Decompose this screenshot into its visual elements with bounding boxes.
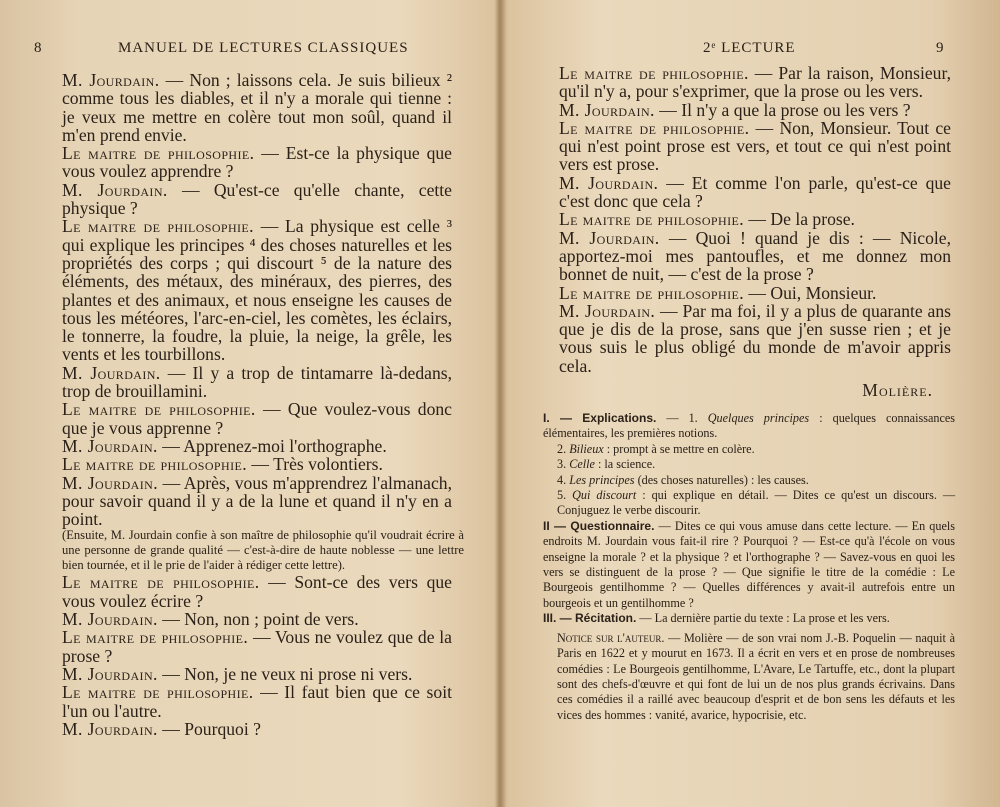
speech-text: — Que voulez-vous donc que je vous apprenne ? xyxy=(62,399,452,438)
questionnaire-text: — Dites ce qui vous amuse dans cette lecture. — En quels endroits M. Jourdain vous fait-il rire ? Pourquoi ? — Est-ce qu'à l'école on vous enseigne la morale ? et la physique ? et l'orthographe ? — Savez-vous en quoi les vers se distinguent de la prose ? — Que signifie le titre de la comédie : Le Bourgeois gentilhomme ? — Quelles différences y avait-il autrefois entre un bourgeois et un gentilhomme ? xyxy=(543,518,955,610)
glossary-definition: (des choses naturelles) : les causes. xyxy=(634,472,809,487)
glossary-item xyxy=(543,488,955,519)
glossary-definition: : prompt à se mettre en colère. xyxy=(603,441,755,456)
section-heading: I. — Explications. xyxy=(543,411,657,425)
speech-text: — Par ma foi, il y a plus de quarante ans que je dis de la prose, sans que j'en susse rien ; et je vous suis le plus obligé du monde de m'avoir appris cela. xyxy=(559,300,951,376)
speech-text: — Non, non ; point de vers. xyxy=(157,609,359,630)
speaker-name: M. Jourdain. xyxy=(559,300,656,321)
glossary-list xyxy=(543,442,955,519)
item-number: 3. xyxy=(557,457,570,472)
dialogue-text xyxy=(559,64,951,399)
speech-text: — Non, je ne veux ni prose ni vers. xyxy=(157,663,413,684)
questionnaire xyxy=(543,519,955,611)
speaker-name: M. Jourdain. xyxy=(62,70,160,90)
glossary-item xyxy=(543,473,955,488)
speaker-name: M. Jourdain. xyxy=(62,663,158,684)
speaker-name: M. Jourdain. xyxy=(62,362,161,383)
speech-text: — Non ; laissons cela. Je suis bilieux ² comme tous les diables, et il n'y a morale qui tienne : je veux me mettre en colère tout mon soûl, quand il m'en prend envie. xyxy=(62,70,452,145)
speaker-name: Le maitre de philosophie. xyxy=(62,627,249,648)
dialogue-line xyxy=(559,229,951,284)
dialogue-line xyxy=(559,284,951,302)
speech-text: — Sont-ce des vers que vous voulez écrire ? xyxy=(62,572,452,611)
speaker-name: M. Jourdain. xyxy=(62,179,168,200)
speaker-name: Le maitre de philosophie. xyxy=(559,63,749,83)
speech-text: — Est-ce la physique que vous voulez apprendre ? xyxy=(62,143,452,182)
speaker-name: Le maitre de philosophie. xyxy=(559,209,745,230)
running-title: MANUEL DE LECTURES CLASSIQUES xyxy=(118,40,409,56)
notice-text: — Molière — de son vrai nom J.-B. Poquelin — naquit à Paris en 1622 et y mourut en 1673. Il a écrit en vers et en prose de nombreuses comédies : Le Bourgeois gentilhomme, L'Avare, Le Tartuffe, etc., dont la plupart sont des chefs-d'œuvre et qui font de lui un de nos plus grands écrivains. Dans ces comédies il a raillé avec beaucoup d'esprit et de bon sens les défauts et les vices des hommes : vanité, avarice, hypocrisie, etc. xyxy=(557,630,955,722)
recitation-text: — La dernière partie du texte : La prose et les vers. xyxy=(636,611,890,626)
dialogue-line xyxy=(559,119,951,174)
speaker-name: Le maitre de philosophie. xyxy=(62,143,255,164)
speech-text: — Il n'y a que la prose ou les vers ? xyxy=(654,99,911,120)
dialogue-line xyxy=(62,573,452,610)
speaker-name: M. Jourdain. xyxy=(559,227,660,248)
commentary-section xyxy=(543,411,955,723)
speech-text: — Il y a trop de tintamarre là-dedans, trop de brouillamini. xyxy=(62,362,452,402)
speech-text: — La physique est celle ³ qui explique les principes ⁴ des choses naturelles et les propriétés des corps ; qui discourt ⁵ de la nature des éléments, des métaux, des minéraux, des pierres, des plantes et des animaux, et nous enseigne les causes de tous les météores, l'arc-en-ciel, les comètes, les éclairs, le tonnerre, la foudre, la pluie, la neige, la grêle, les vents et les tourbillons. xyxy=(62,216,452,365)
right-page xyxy=(503,0,1000,807)
glossary-term: Celle xyxy=(569,457,595,472)
speech-text: — Non, Monsieur. Tout ce qui n'est point prose est vers, et tout ce qui n'est point vers est prose. xyxy=(559,117,951,175)
dialogue-line xyxy=(559,210,951,228)
speaker-name: M. Jourdain. xyxy=(62,435,158,456)
left-page xyxy=(0,0,497,807)
speech-text: — Qu'est-ce qu'elle chante, cette physique ? xyxy=(62,179,452,219)
speech-text: — De la prose. xyxy=(744,209,855,230)
speaker-name: M. Jourdain. xyxy=(62,609,158,630)
dialogue-line xyxy=(559,174,951,211)
speaker-name: Le maitre de philosophie. xyxy=(62,399,256,420)
speaker-name: Le maitre de philosophie. xyxy=(62,682,254,703)
dialogue-line xyxy=(559,302,951,375)
recitation xyxy=(543,611,955,626)
dialogue-line xyxy=(62,455,452,473)
glossary-item xyxy=(543,442,955,457)
glossary-term: Les principes xyxy=(569,472,635,487)
speech-text: — Oui, Monsieur. xyxy=(744,282,877,303)
dialogue-line xyxy=(62,683,452,720)
section-heading: III. — Récitation. xyxy=(543,611,637,626)
dialogue-block-list xyxy=(62,573,452,738)
speaker-name: Le maitre de philosophie. xyxy=(559,282,745,303)
speaker-name: Le maitre de philosophie. xyxy=(559,117,750,138)
dialogue-line xyxy=(62,144,452,181)
speech-text: — Il faut bien que ce soit l'un ou l'autre. xyxy=(62,682,452,721)
stage-note: (Ensuite, M. Jourdain confie à son maître de philosophie qu'il voudrait écrire à une personne de grande qualité — c'est-à-dire de haute noblesse — une lettre bien tournée, et il le prie de l'aider à rédiger cette lettre). xyxy=(62,528,464,573)
running-title: 2ᵉ LECTURE xyxy=(703,40,796,56)
speech-text: — Pourquoi ? xyxy=(157,718,261,739)
dialogue-line xyxy=(62,720,452,738)
dialogue-line xyxy=(62,665,452,683)
author-notice xyxy=(543,631,955,723)
glossary-definition: : la science. xyxy=(594,457,656,472)
item-number: 4. xyxy=(557,472,570,487)
speaker-name: Le maitre de philosophie. xyxy=(62,454,248,475)
page-number: 8 xyxy=(34,40,43,56)
speaker-name: M. Jourdain. xyxy=(559,99,655,120)
speech-text: — Et comme l'on parle, qu'est-ce que c'est donc que cela ? xyxy=(559,172,951,212)
dialogue-line xyxy=(62,400,452,437)
dialogue-line xyxy=(62,217,452,363)
speech-text: — Par la raison, Monsieur, qu'il n'y a, pour s'exprimer, que la prose ou les vers. xyxy=(559,63,951,102)
speaker-name: Le maitre de philosophie. xyxy=(62,572,260,593)
dialogue-line xyxy=(62,474,452,529)
item-number: 5. xyxy=(557,488,573,503)
glossary-item xyxy=(543,457,955,472)
section-heading: II — Questionnaire. xyxy=(543,518,655,533)
dialogue-block-list xyxy=(559,64,951,375)
glossary-definition: : qui explique en détail. — Dites ce qu'est un discours. — Conjuguez le verbe discourir. xyxy=(557,488,956,518)
dialogue-line xyxy=(559,101,951,119)
dialogue-line xyxy=(62,364,452,401)
speech-text: — Quoi ! quand je dis : — Nicole, apportez-moi mes pantoufles, et me donnez mon bonnet de nuit, — c'est de la prose ? xyxy=(559,227,951,285)
dialogue-line xyxy=(62,71,452,144)
dialogue-text xyxy=(62,70,464,739)
glossary-term: Bilieux xyxy=(569,441,604,456)
dialogue-line xyxy=(62,437,452,455)
glossary-term: Qui discourt xyxy=(572,488,637,503)
page-number: 9 xyxy=(936,40,945,56)
explications xyxy=(543,411,955,442)
speech-text: — Après, vous m'apprendrez l'almanach, pour savoir quand il y a de la lune et quand il n'y en a point. xyxy=(62,472,452,530)
speaker-name: M. Jourdain. xyxy=(559,172,659,193)
speech-text: — Apprenez-moi l'orthographe. xyxy=(157,435,387,456)
dialogue-line xyxy=(62,181,452,218)
glossary-definition: : quelques connaissances élémentaires, les premières notions. xyxy=(543,411,956,441)
dialogue-line xyxy=(62,628,452,665)
author-signature: Molière. xyxy=(862,380,933,401)
section-heading: Notice sur l'auteur. xyxy=(557,630,665,645)
glossary-term: Quelques principes xyxy=(707,411,810,425)
dialogue-line xyxy=(559,64,951,101)
speech-text: — Très volontiers. xyxy=(247,454,383,475)
item-number: 2. xyxy=(557,441,570,456)
dialogue-line xyxy=(62,610,452,628)
speech-text: — Vous ne voulez que de la prose ? xyxy=(62,627,452,666)
speaker-name: M. Jourdain. xyxy=(62,472,158,493)
dialogue-block-list xyxy=(62,71,452,528)
speaker-name: M. Jourdain. xyxy=(62,718,158,739)
speaker-name: Le maitre de philosophie. xyxy=(62,216,254,237)
item-number: — 1. xyxy=(656,411,708,425)
